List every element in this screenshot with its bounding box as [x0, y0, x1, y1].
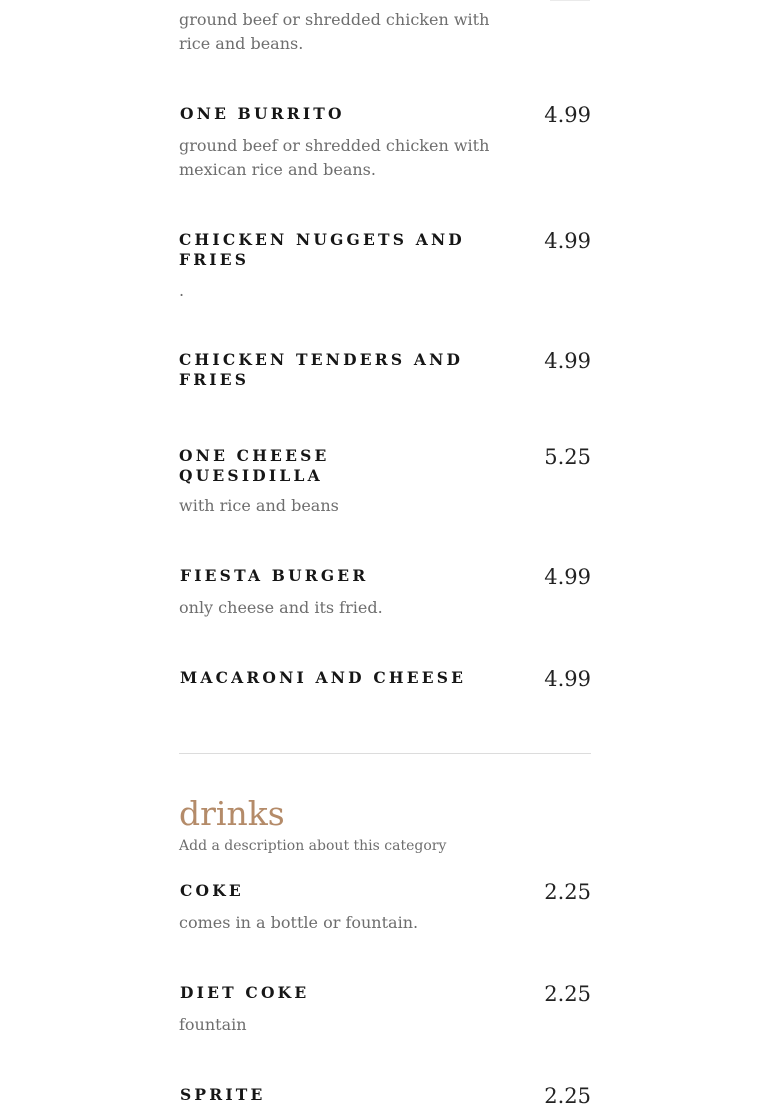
item-title-coke: COKE: [180, 881, 244, 900]
item-title-one-burrito: ONE BURRITO: [180, 104, 345, 123]
item-title-fiesta-burger: FIESTA BURGER: [180, 566, 369, 585]
section-divider: [179, 753, 591, 754]
item-title-macaroni-and-cheese: MACARONI AND CHEESE: [180, 668, 467, 687]
item-title-sprite: SPRITE: [180, 1085, 266, 1104]
item-description-fiesta-burger: only cheese and its fried.: [179, 598, 383, 617]
item-price-diet-coke: 2.25: [544, 982, 591, 1006]
item-title-cheese-quesidilla: ONE CHEESE QUESIDILLA: [179, 446, 330, 485]
item-title-chicken-tenders: CHICKEN TENDERS AND FRIES: [179, 350, 464, 389]
item-price-coke: 2.25: [544, 880, 591, 904]
previous-price-fragment: [550, 0, 590, 1]
item-description-coke: comes in a bottle or fountain.: [179, 913, 419, 932]
item-description-cheese-quesidilla: with rice and beans: [179, 496, 339, 515]
item-price-chicken-tenders: 4.99: [544, 349, 591, 373]
item-title-chicken-nuggets: CHICKEN NUGGETS AND FRIES: [179, 230, 465, 269]
item-price-macaroni-and-cheese: 4.99: [544, 667, 591, 691]
item-description-previous: ground beef or shredded chicken with rice and beans.: [179, 10, 490, 53]
item-price-one-burrito: 4.99: [544, 103, 591, 127]
item-description-diet-coke: fountain: [179, 1015, 247, 1034]
category-description-drinks: Add a description about this category: [179, 838, 447, 854]
item-title-diet-coke: DIET COKE: [180, 983, 310, 1002]
item-description-one-burrito: ground beef or shredded chicken with mexican rice and beans.: [179, 136, 490, 179]
item-description-chicken-nuggets: .: [179, 281, 185, 300]
item-price-cheese-quesidilla: 5.25: [544, 445, 591, 469]
item-price-fiesta-burger: 4.99: [544, 565, 591, 589]
item-price-chicken-nuggets: 4.99: [544, 229, 591, 253]
item-price-sprite: 2.25: [544, 1084, 591, 1108]
category-title-drinks: drinks: [179, 794, 285, 833]
